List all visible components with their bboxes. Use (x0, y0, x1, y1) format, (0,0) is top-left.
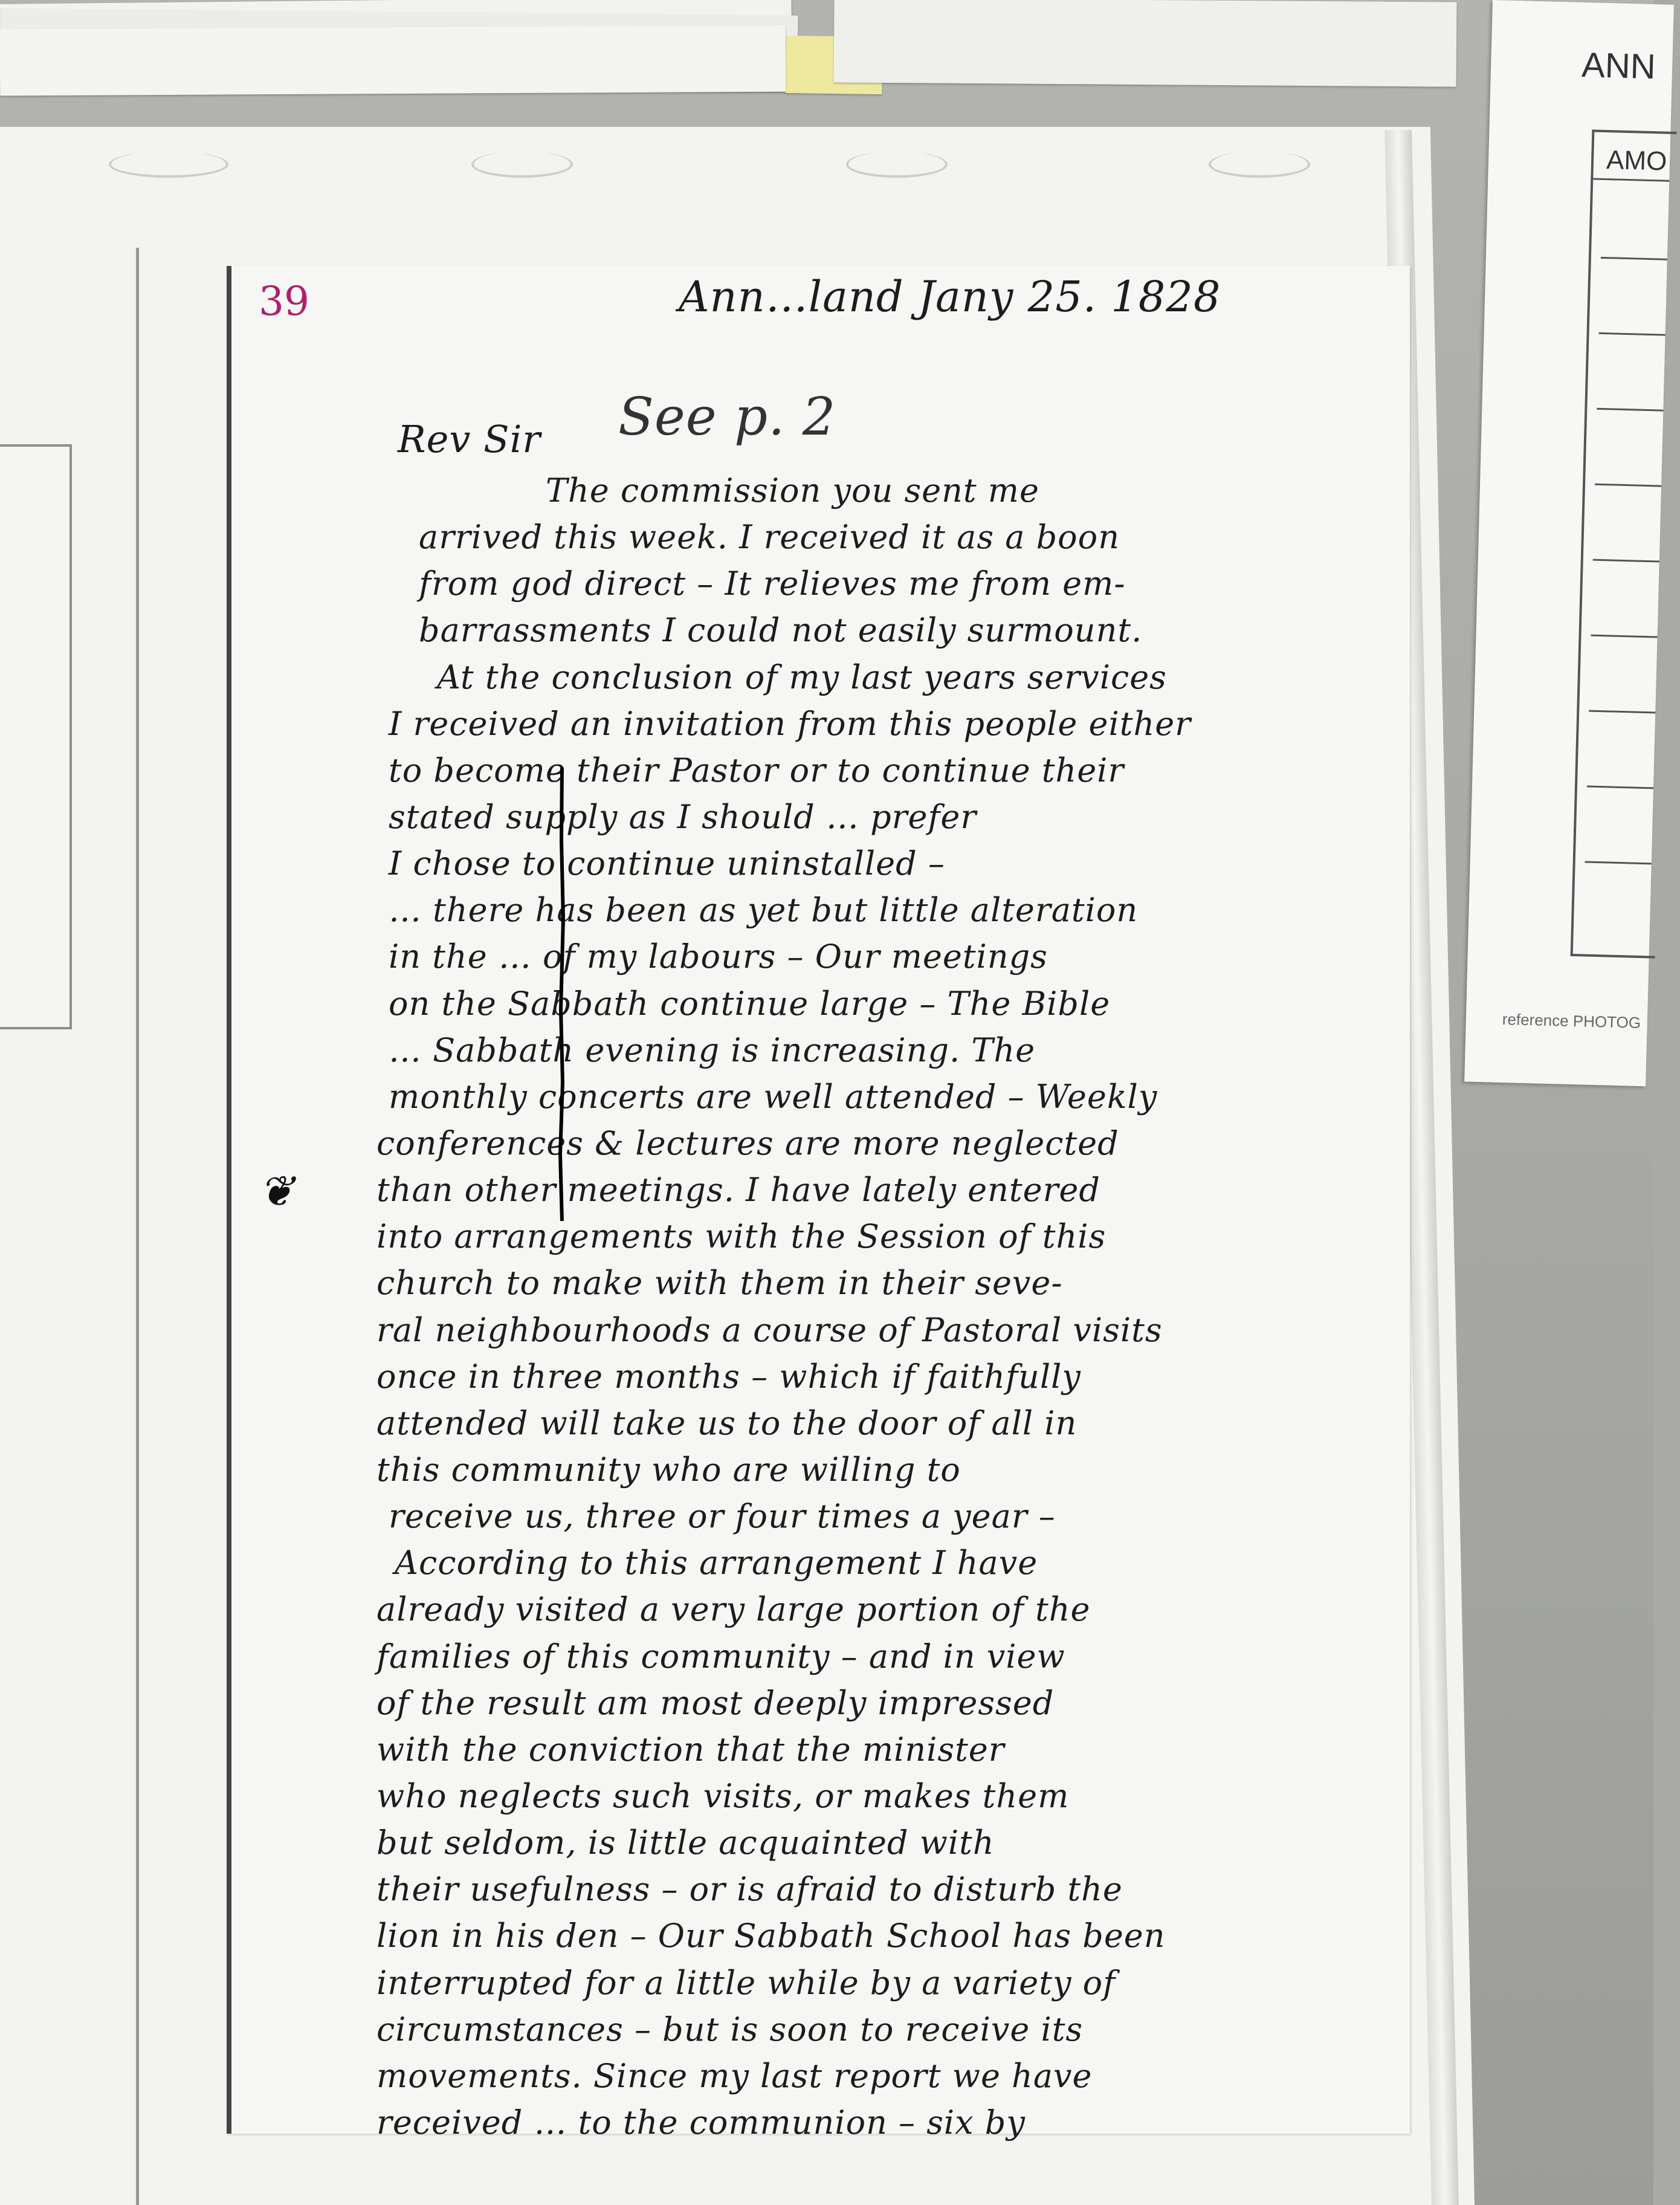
letter-line: monthly concerts are well attended – Weekly (389, 1077, 1158, 1116)
letter-line: than other meetings. I have lately entered (376, 1171, 1100, 1209)
letter-line: on the Sabbath continue large – The Bible (389, 984, 1111, 1023)
page-number: 39 (259, 278, 309, 325)
letter-line: interrupted for a little while by a variety of (376, 1963, 1116, 2002)
form-footer: reference PHOTOG (1502, 1009, 1641, 1032)
letter-line: from god direct – It relieves me from em- (419, 565, 1126, 603)
letter-line: their usefulness – or is afraid to disturb the (376, 1870, 1123, 1909)
letter-line: I chose to continue uninstalled – (389, 844, 945, 883)
form-header-box: AMO (1606, 145, 1667, 176)
letter-line: but seldom, is little acquainted with (376, 1824, 995, 1862)
letter-line: arrived this week. I received it as a boon (419, 518, 1120, 557)
letter-photocopy (227, 266, 1410, 2142)
letter-line: … Sabbath evening is increasing. The (389, 1031, 1036, 1069)
letter-line: barrassments I could not easily surmount. (419, 611, 1143, 650)
letter-line: receive us, three or four times a year – (389, 1497, 1056, 1536)
letter-line: families of this community – and in view (376, 1637, 1065, 1676)
letter-line: I received an invitation from this people either (389, 704, 1191, 743)
form-header-top: ANN (1581, 45, 1656, 87)
letter-line: According to this arrangement I have (395, 1544, 1038, 1582)
letter-line: The commission you sent me (546, 471, 1039, 510)
letter-line: of the result am most deeply impressed (376, 1683, 1055, 1722)
letter-line: circumstances – but is soon to receive its (376, 2010, 1084, 2048)
letter-line: … there has been as yet but little alteration (389, 891, 1139, 930)
letter-line: received … to the communion – six by (376, 2103, 1026, 2142)
form-table (1571, 129, 1677, 958)
letter-line: lion in his den – Our Sabbath School has been (376, 1917, 1166, 1955)
dateline: Ann…land Jany 25. 1828 (679, 272, 1221, 322)
letter-line: already visited a very large portion of the (376, 1590, 1091, 1629)
letter-line: movements. Since my last report we have (376, 2056, 1093, 2095)
letter-line: who neglects such visits, or makes them (376, 1777, 1070, 1815)
salutation: Rev Sir (398, 417, 541, 461)
letter-line: into arrangements with the Session of this (376, 1217, 1107, 1256)
left-panel (0, 444, 72, 1029)
form-sheet (1464, 0, 1674, 1086)
see-page-note: See p. 2 (618, 387, 836, 447)
letter-line: once in three months – which if faithfully (376, 1357, 1081, 1396)
margin-mark-icon: ❦ (259, 1167, 294, 1216)
letter-line: this community who are willing to (376, 1451, 961, 1489)
letter-line: conferences & lectures are more neglected (376, 1124, 1119, 1162)
binder-tab (109, 151, 228, 178)
paper-stack (0, 0, 810, 115)
letter-line: in the … of my labours – Our meetings (389, 937, 1048, 976)
letter-line: stated supply as I should … prefer (389, 798, 977, 836)
binder-margin-line (136, 248, 139, 2205)
fold-crease (558, 768, 566, 1221)
letter-line: church to make with them in their seve- (376, 1264, 1063, 1303)
letter-line: with the conviction that the minister (376, 1730, 1005, 1769)
letter-line: ral neighbourhoods a course of Pastoral visits (376, 1310, 1163, 1349)
letter-line: to become their Pastor or to continue their (389, 751, 1125, 789)
letter-line: attended will take us to the door of all in (376, 1404, 1077, 1442)
letter-line: At the conclusion of my last years services (437, 658, 1167, 696)
